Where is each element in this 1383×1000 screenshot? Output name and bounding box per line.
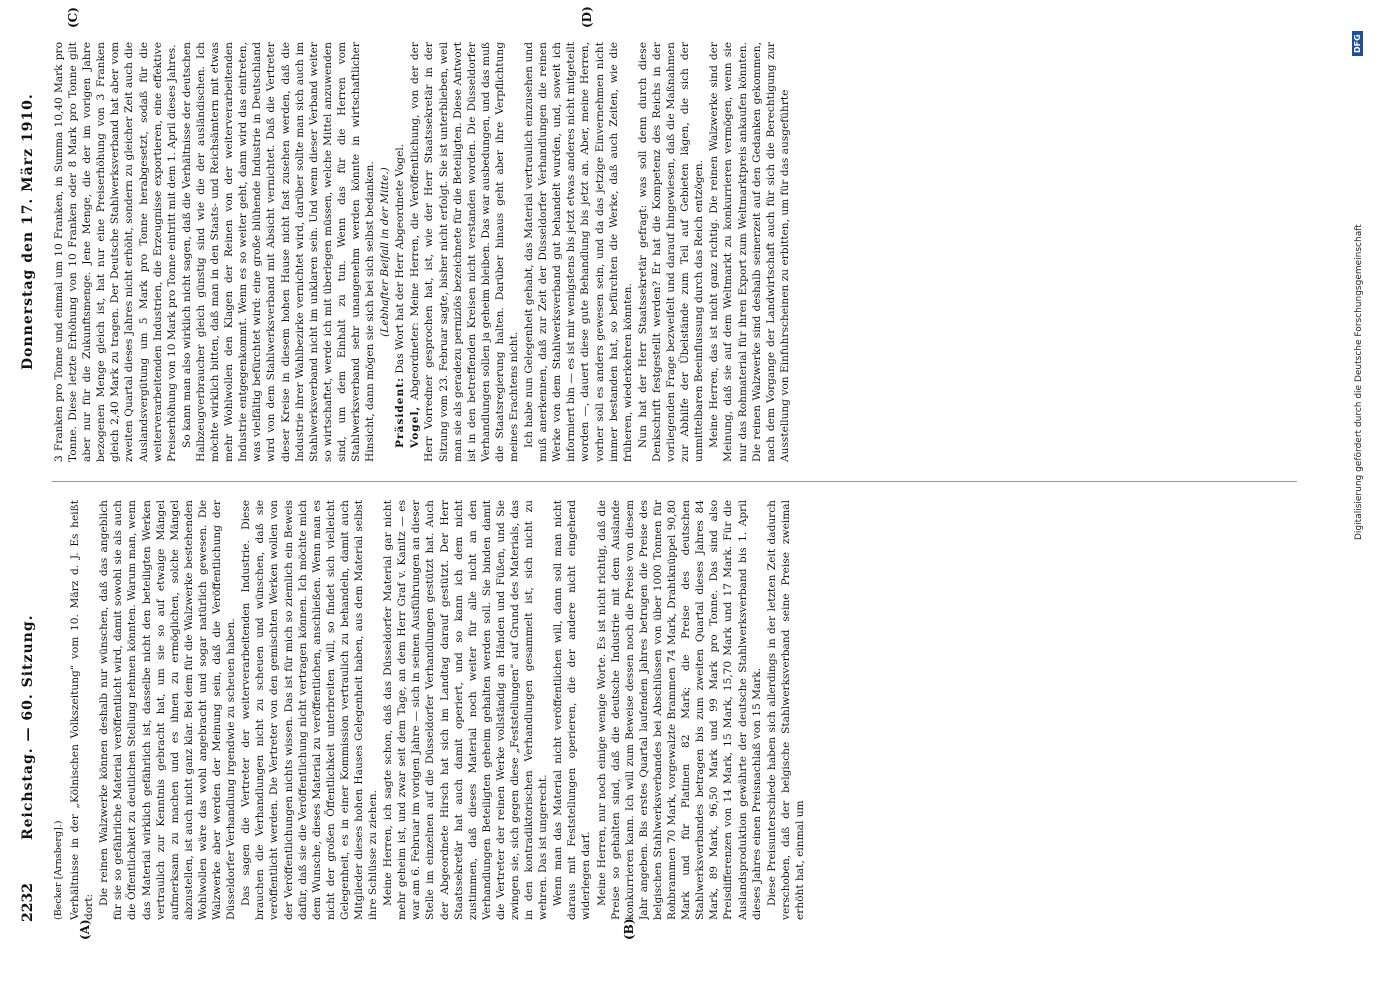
stage-direction: (Lebhafter Beifall in der Mitte.): [379, 167, 392, 337]
margin-marker-c: (C): [66, 7, 80, 28]
speaker-continuation: (Becker [Arnsberg].): [53, 820, 64, 920]
paragraph: Meine Herren, nur noch einige wenige Worte. Es ist nicht richtig, daß die Preise so gehalten sind, daß die deutsche Industrie mit dem Auslande konkurrieren kann. Ich will zum Beweise dessen noch die Preise von diesem Jahr angeben. Bis erstes Quartal laufenden Jahres betrugen die Preise des belgischen Stahlwerksverbandes bei Abschlüssen von über 1000 Tonnen für Rohbrammen 70 Mark, vorgewalzte Brammen 74 Mark, Drahtknüppel 90,80 Mark und für Platinen 82 Mark; die Preise des deutschen Stahlwerksverbandes betragen bis zum zweiten Quartal dieses Jahres 84 Mark, 89 Mark, 96,50 Mark und 99 Mark pro Tonne. Das sind also Preisdifferenzen von 14 Mark, 15 Mark, 15,70 Mark und 17 Mark. Für die Auslandsproduktion gewährte der deutsche Stahlwerksverband bis 1. April dieses Jahres einen Preisnachlaß von 15 Mark.: [595, 500, 763, 920]
quote-paragraph: Die reinen Walzwerke können deshalb nur wünschen, daß das angeblich für sie so gefährliche Material veröffentlicht wird, damit sowohl sie als auch die Öffentlichkeit zu deutlichen Stellung nehmen könnten. Warum man, wenn das Material wirklich gefährlich ist, dasselbe nicht den beteiligten Werken vertraulich zur Kenntnis gebracht hat, um sie so auf etwaige Mängel aufmerksam zu machen und es ihnen zu ermöglichen, solche Mängel abzustellen, ist auch nicht ganz klar. Bei dem für die Walzwerke bestehenden Wohlwollen wäre das wohl angebracht und sogar natürlich gewesen. Die Walzwerke aber werden der Meinung sein, daß die Veröffentlichung der Düsseldorfer Verhandlung irgendwie zu scheuen haben.: [98, 500, 238, 920]
margin-marker-d: (D): [580, 6, 594, 28]
paragraph: Verhältnisse in der „Kölnischen Volkszeitung“ vom 10. März d. J. Es heißt dort:: [69, 500, 96, 920]
digitization-note: Digitalisierung gefördert durch die Deutsche Forschungsgemeinschaft: [1354, 224, 1364, 540]
column-divider: [52, 481, 1297, 482]
paragraph: Nun hat der Herr Staatssekretär gefragt: was soll denn durch diese Denkschrift festgestellt werden? Er hat die Kompetenz des Reichs in der vorliegenden Frage bezweifelt und darauf hingewiesen, daß die Maßnahmen zur Abhilfe der Übelstände zum Teil auf Gebieten lägen, die sich der unmittelbaren Beeinflussung durch das Reich entzögen.: [636, 42, 706, 462]
speaker-name-president: Präsident:: [394, 376, 407, 448]
president-paragraph: [393, 42, 407, 462]
margin-marker-b: (B): [622, 918, 636, 940]
vogel-intro-text: Abgeordneter: Meine Herren, die Veröffentlichung, von der der Herr Vorredner gesprochen hat, ist, wie der Herr Staatssekretär in der Sitzung vom 23. Februar sagte, bisher nicht erfolgt. Sie ist unterblieben, weil man sie als geradezu perniziös bezeichnete für die Beteiligten. Diese Antwort ist in den betreffenden Kreisen nicht verstanden worden. Die Düsseldorfer Verhandlungen sollen ja geheim bleiben. Das war ausbedungen, und das muß die Staatsregierung halten. Darüber hinaus geht aber ihre Verpflichtung meines Erachtens nicht.: [409, 42, 520, 462]
paragraph: Meine Herren, das ist nicht ganz richtig. Die reinen Walzwerke sind der Meinung, daß sie auf dem Weltmarkt zu konkurrieren vermögen, wenn sie nur das Rohmaterial für ihren Export zum Weltmarktpreis ankaufen könnten. Die reinen Walzwerke sind deshalb seinerzeit auf den Gedanken gekommen, nach dem Vorgange der Landwirtschaft auch für sich die Berechtigung zur Ausstellung von Einfuhrscheinen zu erbitten, um für das ausgeführte: [708, 42, 791, 462]
page-header-title: Reichstag. — 60. Sitzung.: [20, 614, 36, 840]
page-number: 2232: [20, 883, 36, 922]
paragraph: 3 Franken pro Tonne und einmal um 10 Franken, in Summa 10,40 Mark pro Tonne. Diese letzte Erhöhung von 10 Franken oder 8 Mark pro Tonne gilt aber nur für die Zukunftsmenge. Jene Menge, die der im vorigen Jahre bezogenen Menge gleich ist, hat nur eine Preiserhöhung von 3 Franken gleich 2,40 Mark zu tragen. Der Deutsche Stahlwerksverband hat aber vom zweiten Quartal dieses Jahres nicht erhöht, sondern zu gleicher Zeit auch die Auslandsvergütung um 5 Mark pro Tonne herabgesetzt, sodaß für die weiterverarbeitenden Industrien, die Erzeugnisse exportieren, eine effektive Preiserhöhung von 10 Mark pro Tonne eintritt mit dem 1. April dieses Jahres.: [53, 42, 178, 462]
page-header-date: Donnerstag den 17. März 1910.: [20, 93, 36, 370]
paragraph: Das sagen die Vertreter der weiterverarbeitenden Industrie. Diese brauchen die Verhandlungen nicht zu scheuen und wünschen, daß sie veröffentlicht werden. Die Vertreter von den gemischten Werken wollen von der Veröffentlichungen nichts wissen. Das ist für mich so ziemlich ein Beweis dafür, daß sie die Veröffentlichung nicht vertragen können. Ich möchte mich dem Wunsche, dieses Material zu veröffentlichen, anschließen. Wenn man es nicht der großen Öffentlichkeit unterbreiten will, so findet sich vielleicht Gelegenheit, es in einer Kommission vertraulich zu behandeln, damit auch Mitglieder dieses hohen Hauses Gelegenheit haben, aus dem Material selbst ihre Schlüsse zu ziehen.: [240, 500, 380, 920]
paragraph: Meine Herren, ich sagte schon, daß das Düsseldorfer Material gar nicht mehr geheim ist, und zwar seit dem Tage, an dem Herr Graf v. Kanitz — es war am 6. Februar im vorigen Jahre — sich in seinen Ausführungen an dieser Stelle im einzelnen auf die Düsseldorfer Verhandlungen gestützt hat. Auch der Abgeordnete Hirsch hat sich im Landtag darauf gestützt. Der Herr Staatssekretär hat auch damit operiert, und so kann ich dem nicht zustimmen, daß dieses Material noch weiter für alle nicht an den Verhandlungen Beteiligten geheim gehalten werden soll. Sie binden damit die Vertreter der reinen Werke vollständig an Händen und Füßen, und Sie zwingen sie, sich gegen diese „Feststellungen“ auf Grund des Materials, das in den kontradiktorischen Verhandlungen gesammelt ist, sich nicht zu wehren. Das ist ungerecht.: [382, 500, 550, 920]
right-column: [52, 42, 1297, 462]
paragraph: Ich habe nun Gelegenheit gehabt, das Material vertraulich einzusehen und muß anerkennen, daß zur Zeit der Düsseldorfer Verhandlungen die reinen Werke von dem Stahlwerksverband gut behandelt wurden, und, soweit ich informiert bin — es ist mir wenigstens bis jetzt etwas anderes nicht mitgeteilt worden —, dauert diese gute Behandlung bis jetzt an. Aber, meine Herren, vorher soll es anders gewesen sein, und da das jetzige Einvernehmen nicht immer bestanden hat, so befürchten die Werke, daß auch Zeiten, wie die früheren, wiederkehren könnten.: [523, 42, 634, 462]
dfg-logo: DFG: [1352, 31, 1363, 56]
vogel-paragraph: [408, 42, 521, 462]
margin-marker-a: (A): [78, 919, 92, 940]
president-text: Das Wort hat der Herr Abgeordnete Vogel.: [394, 143, 407, 374]
paragraph: Diese Preisunterschiede haben sich allerdings in der letzten Zeit dadurch verschoben, daß der belgische Stahlwerksverband seine Preise zweimal erhöht hat, einmal um: [765, 500, 806, 920]
paragraph: So kann man also wirklich nicht sagen, daß die Verhältnisse der deutschen Halbzeugverbraucher gleich günstig sind wie die der ausländischen. Ich möchte wirklich bitten, daß man in den Staats- und Reichsämtern mit etwas mehr Wohlwollen den Klagen der Reinen von der weiterverarbeitenden Industrie entgegenkommt. Wenn es so weiter geht, dann wird das eintreten, was vielfältig befürchtet wird: eine große blühende Industrie in Deutschland wird von dem Stahlwerksverband mit Absicht vernichtet. Daß die Vertreter dieser Kreise in diesem hohen Hause nicht fast zusehen werden, daß die Industrie ihrer Wahlbezirke vernichtet wird, darüber sollte man sich auch im Stahlwerksverband nicht im unklaren sein. Und wenn dieser Verband weiter so wirtschaftet, werde ich mit überlegen müssen, welche Mittel anzuwenden sind, um dem Einhalt zu tun. Wenn das für die Herren vom Stahlwerksverband sehr unangenehm werden könnte in wirtschaftlicher Hinsicht, dann mögen sie sich bei sich selbst bedanken.: [180, 42, 377, 462]
paragraph: Wenn man das Material nicht veröffentlichen will, dann soll man nicht daraus mit Feststellungen operieren, die der andere nicht eingehend widerlegen darf.: [552, 500, 593, 920]
left-column: [52, 500, 1297, 920]
speaker-name-vogel: Vogel,: [409, 405, 422, 448]
